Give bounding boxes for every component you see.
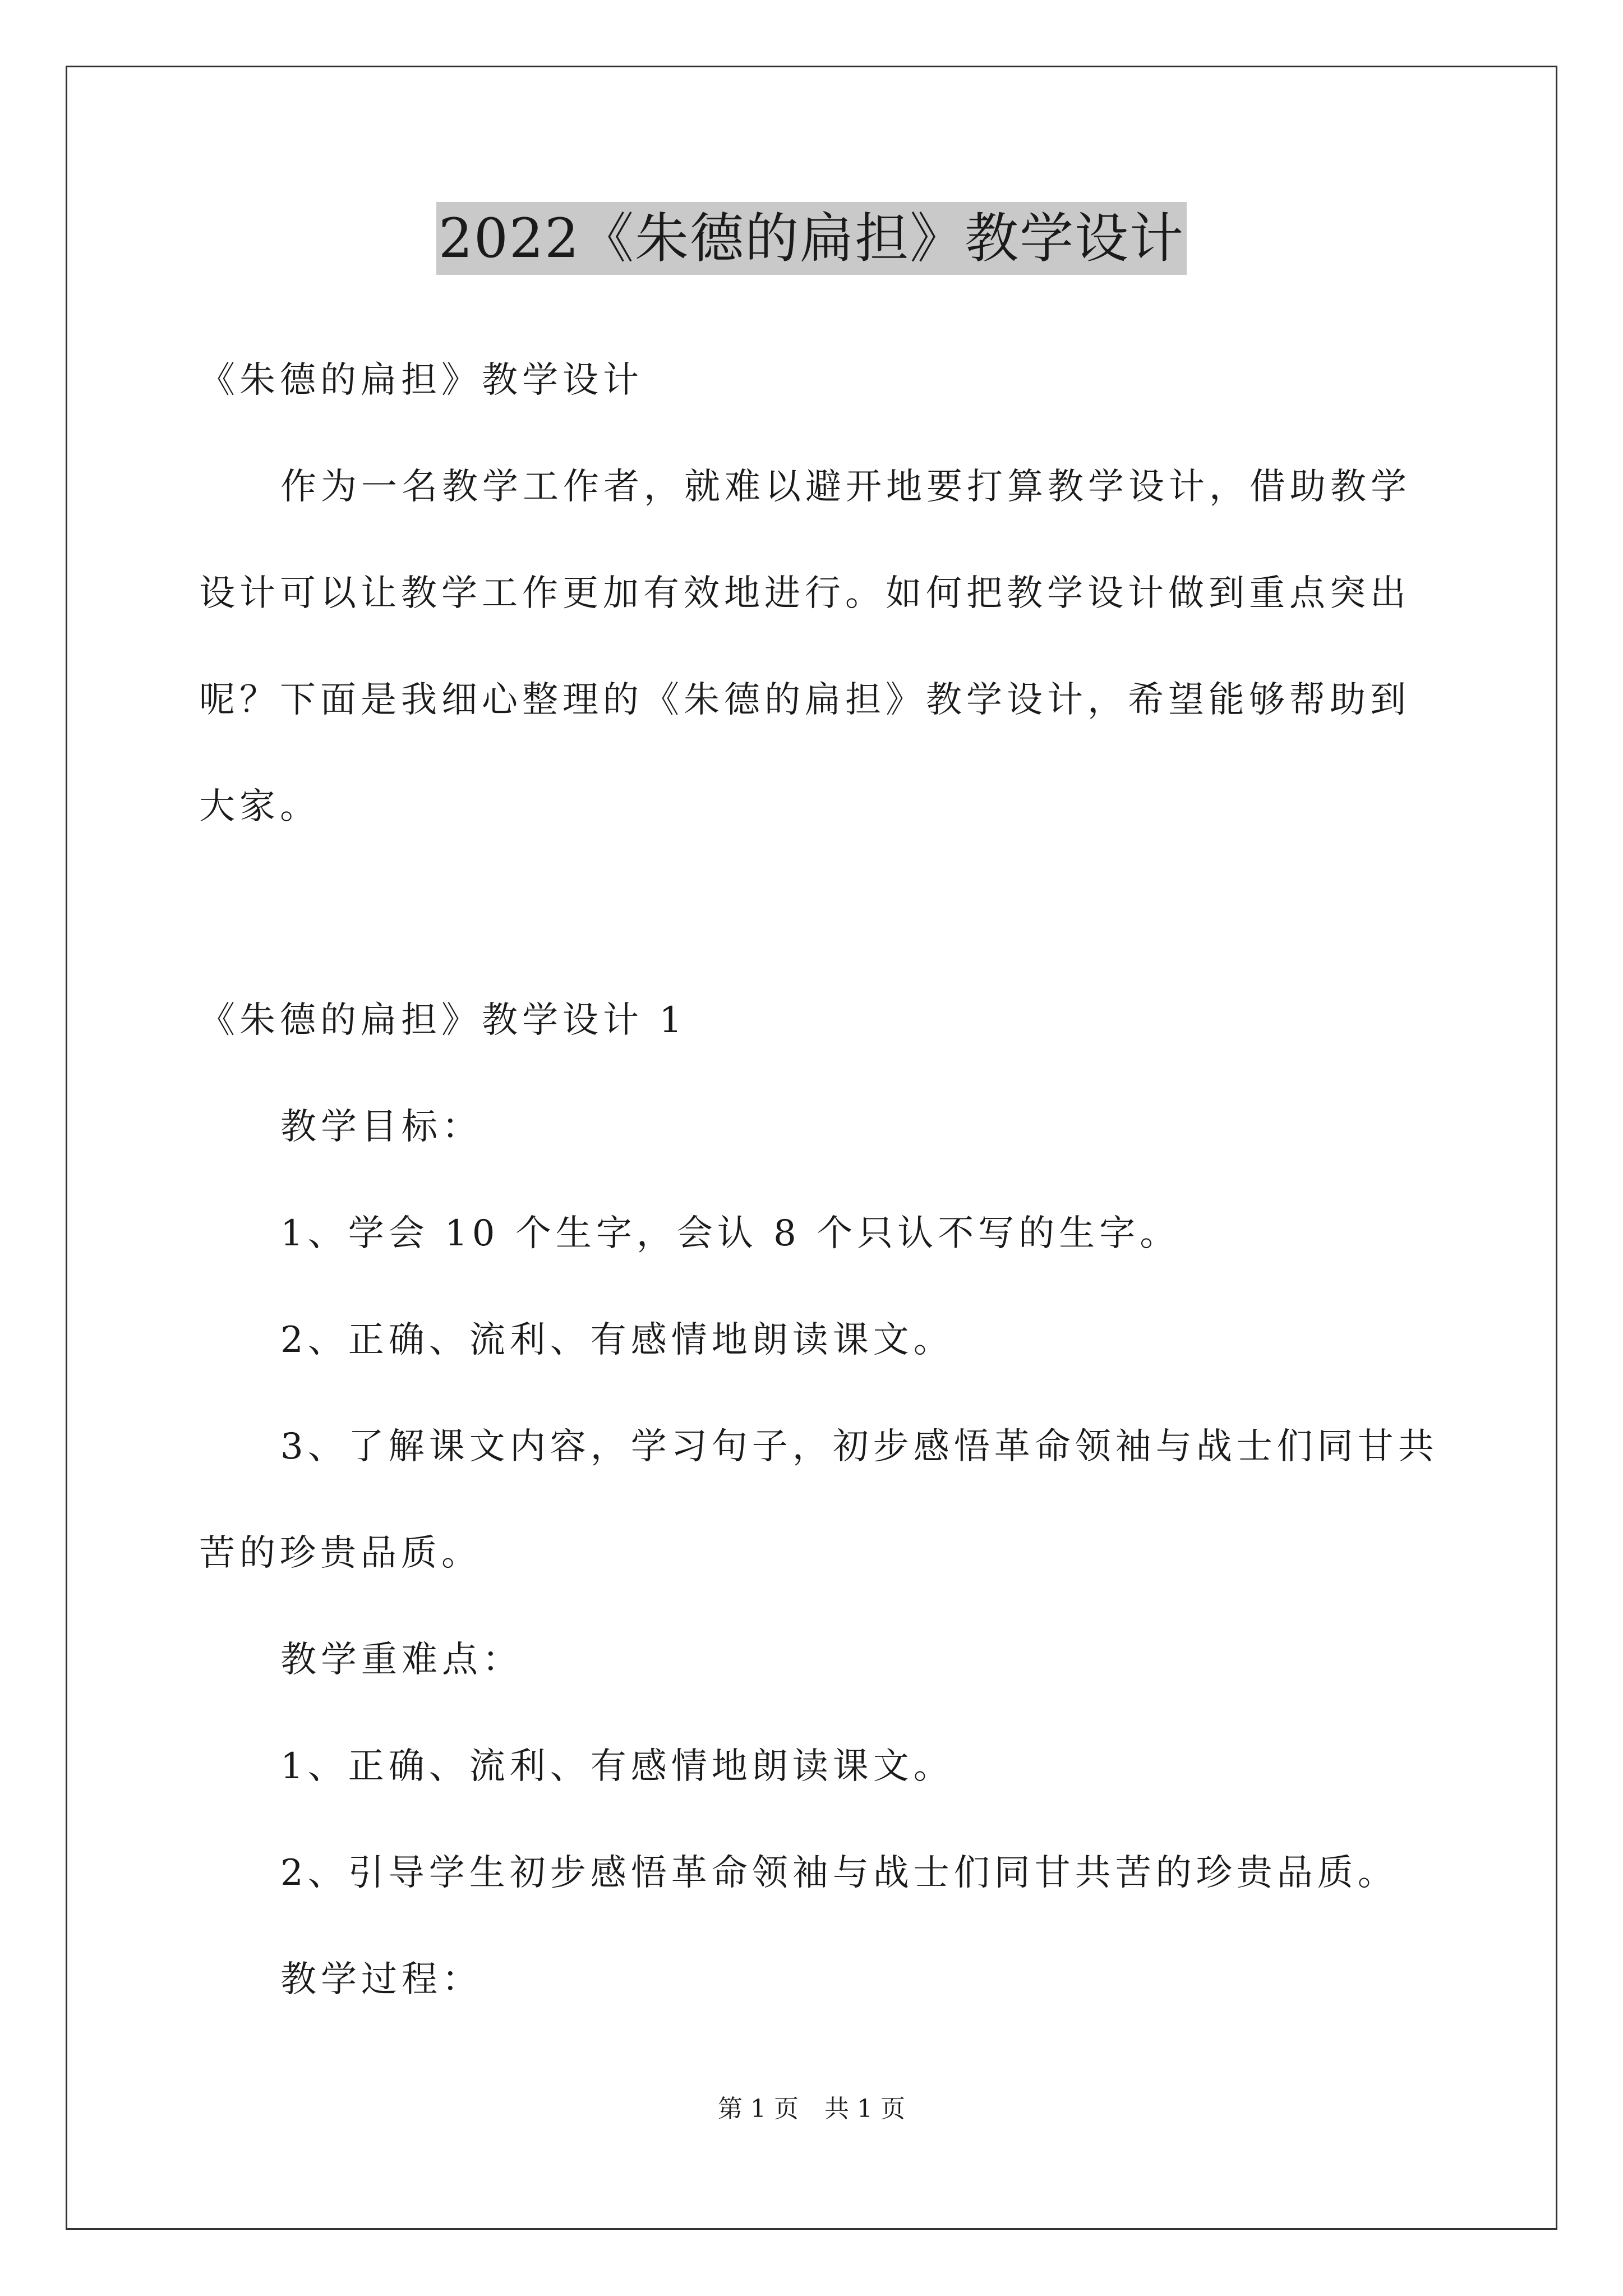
intro-line-3: 呢？下面是我细心整理的《朱德的扁担》教学设计，希望能够帮助到 — [199, 679, 1410, 721]
page-current: 第 1 页 — [718, 2095, 799, 2123]
goal-item-3-continued: 苦的珍贵品质。 — [199, 1533, 482, 1574]
key-point-item-2: 2、引导学生初步感悟革命领袖与战士们同甘共苦的珍贵品质。 — [280, 1852, 1398, 1894]
page-footer — [0, 2094, 1623, 2124]
intro-line-1: 作为一名教学工作者，就难以避开地要打算教学设计，借助教学 — [280, 466, 1411, 508]
document-subtitle: 《朱德的扁担》教学设计 — [199, 360, 643, 401]
goal-item-2: 2、正确、流利、有感情地朗读课文。 — [280, 1319, 954, 1361]
title-container — [0, 202, 1623, 275]
goals-heading: 教学目标： — [280, 1106, 482, 1148]
process-heading: 教学过程： — [280, 1959, 482, 2000]
page-total: 共 1 页 — [824, 2095, 905, 2123]
goal-item-1: 1、学会 10 个生字，会认 8 个只认不写的生字。 — [280, 1213, 1181, 1254]
intro-line-4: 大家。 — [199, 786, 320, 827]
document-title: 2022《朱德的扁担》教学设计 — [436, 202, 1187, 275]
section-heading: 《朱德的扁担》教学设计 1 — [199, 1000, 687, 1041]
key-points-heading: 教学重难点： — [280, 1639, 523, 1681]
key-point-item-1: 1、正确、流利、有感情地朗读课文。 — [280, 1746, 954, 1787]
intro-line-2: 设计可以让教学工作更加有效地进行。如何把教学设计做到重点突出 — [199, 573, 1410, 614]
goal-item-3: 3、了解课文内容，学习句子，初步感悟革命领袖与战士们同甘共 — [280, 1426, 1438, 1467]
